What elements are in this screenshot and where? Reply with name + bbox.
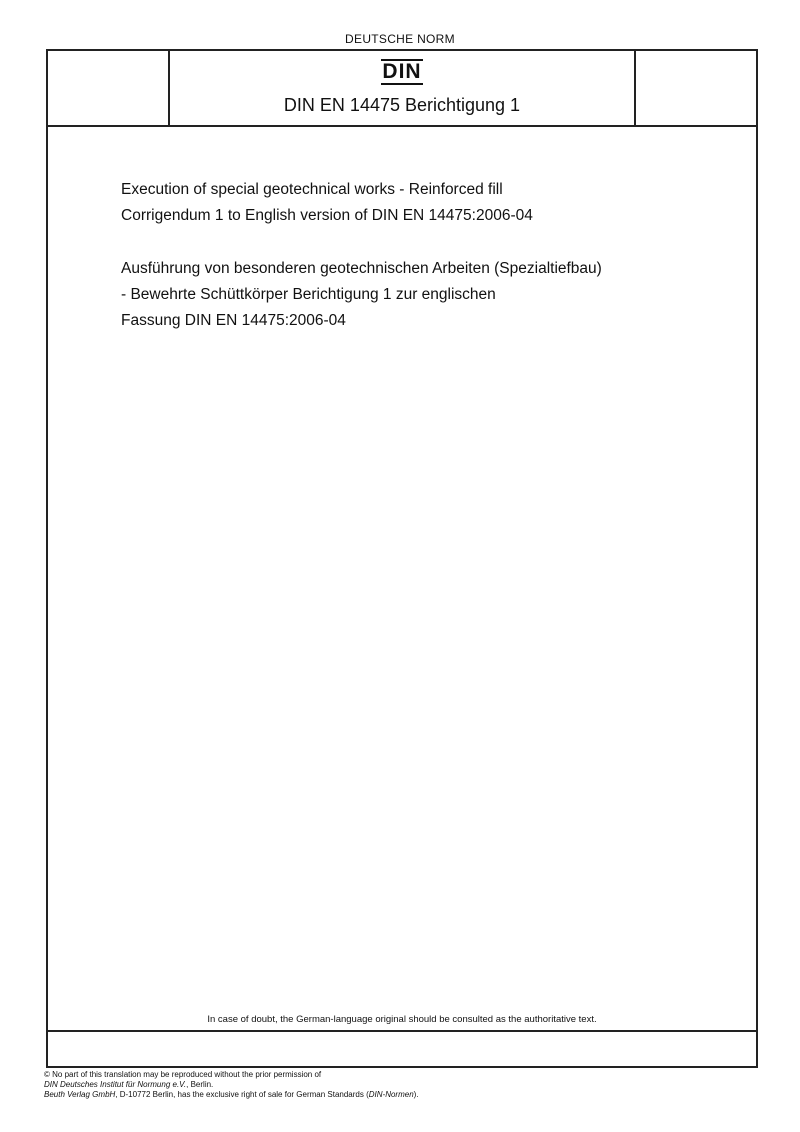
footer-line-2-rest: , Berlin. <box>186 1080 214 1089</box>
english-title-line-1: Execution of special geotechnical works - Reinforced fill <box>121 181 503 198</box>
din-logo-text: DIN <box>382 60 422 83</box>
english-title-line-2: Corrigendum 1 to English version of DIN EN 14475:2006-04 <box>121 207 533 224</box>
footer-line-3-end: ). <box>413 1090 419 1099</box>
header-box <box>46 49 758 127</box>
footer-line-1: © No part of this translation may be reproduced without the prior permission of <box>44 1070 322 1079</box>
top-label: DEUTSCHE NORM <box>345 32 455 46</box>
copyright-footer <box>44 1070 419 1100</box>
din-logo <box>48 59 756 85</box>
german-title-line-2: - Bewehrte Schüttkörper Berichtigung 1 zur englischen <box>121 286 496 303</box>
footer-line-2 <box>44 1080 419 1090</box>
footer-din-name: DIN Deutsches Institut für Normung e.V. <box>44 1080 187 1089</box>
footer-divider <box>48 1030 756 1032</box>
footer-line-3 <box>44 1090 419 1100</box>
body-box <box>46 124 758 1068</box>
footer-line-3-mid: , D-10772 Berlin, has the exclusive right of sale for German Standards ( <box>115 1090 369 1099</box>
document-title: DIN EN 14475 Berichtigung 1 <box>283 95 521 115</box>
german-title-line-3: Fassung DIN EN 14475:2006-04 <box>121 312 346 329</box>
german-title-line-1: Ausführung von besonderen geotechnischen Arbeiten (Spezialtiefbau) <box>121 260 602 277</box>
footer-din-normen: DIN-Normen <box>368 1090 414 1099</box>
disclaimer: In case of doubt, the German-language original should be consulted as the authoritative text. <box>207 1014 597 1025</box>
footer-beuth-name: Beuth Verlag GmbH <box>44 1090 116 1099</box>
